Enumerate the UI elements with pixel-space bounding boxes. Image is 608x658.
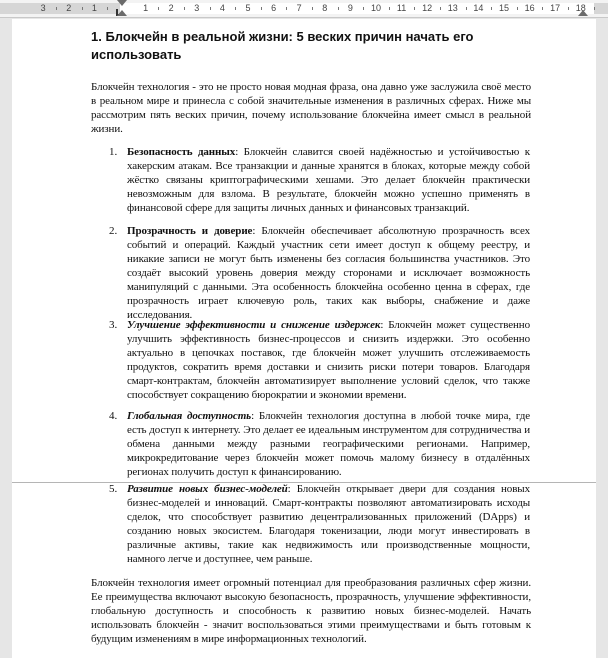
ruler-right-margin [594, 3, 608, 14]
list-number: 2. [109, 225, 118, 237]
ruler-number: 14 [473, 3, 484, 13]
first-line-indent-marker[interactable] [117, 0, 127, 6]
ruler-tick [414, 7, 415, 10]
list-item-term: Прозрачность и доверие [127, 225, 253, 237]
list-item-term: Развитие новых бизнес-моделей [127, 483, 288, 495]
ruler-number: 3 [40, 3, 46, 13]
right-indent-marker[interactable] [578, 10, 588, 16]
list-item-body: : Блокчейн славится своей надёжностью и устойчивостью к хакерским атакам. Все транзакции и данные хранятся в блоках, которые между собой жёстко связаны криптографическими хешами. Это делает блокчейн практически невозможным для взлома. В результате, блокчейн можно успешно применять в финансовой сфере для защиты личных данных и финансовых транзакций. [127, 146, 530, 214]
ruler-number: 11 [396, 3, 407, 13]
ruler-tick [158, 7, 159, 10]
horizontal-ruler[interactable] [0, 0, 608, 18]
ruler-number: 5 [245, 3, 251, 13]
ruler-track [120, 3, 594, 14]
ruler-number: 8 [322, 3, 328, 13]
list-item-text [127, 145, 530, 215]
ruler-tick [440, 7, 441, 10]
list-item-body: : Блокчейн открывает двери для создания новых бизнес-моделей и инноваций. Смарт-контракты позволяют автоматизировать исходы сделок, что способствует развитию децентрализованных приложений (DApps) и созданию новых экосистем. Благодаря токенизации, люди могут инвестировать в различные активы, такие как недвижимость или производственные мощности, намного легче и доступнее, чем раньше. [127, 483, 530, 565]
ruler-tick [517, 7, 518, 10]
ruler-tick [184, 7, 185, 10]
ruler-number: 4 [219, 3, 225, 13]
intro-paragraph[interactable]: Блокчейн технология - это не просто новая модная фраза, она давно уже заслужила своё место в реальном мире и принесла с собой значительные изменения в различных сферах. Ниже мы рассмотрим пять веских причин, почему использование блокчейна имеет смысл в реальной жизни. [91, 81, 531, 135]
list-item-body: : Блокчейн обеспечивает абсолютную прозрачность всех событий и операций. Каждый участник сети имеет доступ к общему реестру, и никакие записи не могут быть изменены без согласия большинства участников. Это создаёт высокий уровень доверия между сторонами и исключает возможность манипуляций с данными. Эта особенность блокчейна особенно ценна в сферах, где прозрачность играет ключевую роль, таких как выборы, снабжение и даже исследования. [127, 225, 530, 321]
ruler-number: 2 [168, 3, 174, 13]
ruler-tick [568, 7, 569, 10]
ruler-left-margin [0, 3, 120, 14]
ruler-tick [389, 7, 390, 10]
list-item-text [127, 409, 530, 479]
ruler-number: 12 [422, 3, 433, 13]
ruler-tick [312, 7, 313, 10]
conclusion-paragraph[interactable]: Блокчейн технология имеет огромный потенциал для преобразования различных сфер жизни. Ее преимущества включают высокую безопасность, прозрачность, улучшение эффективности, глобальную доступность и способность к развитию новых бизнес-моделей. Начать использовать блокчейн - значит воспользоваться этими преимуществами и быть готовым к будущим изменениям в мире информационных технологий. [91, 577, 531, 645]
ruler-number: 17 [550, 3, 561, 13]
ruler-tick [210, 7, 211, 10]
list-item-body: : Блокчейн может существенно улучшить эффективность бизнес-процессов и снизить издержки. Это особенно актуально в цепочках поставок, где блокчейн может улучшить отслеживаемость продуктов, сократить время доставки и снизить риски потери товаров. Благодаря смарт-контрактам, блокчейн автоматизирует выполнение условий сделок, что также способствует сокращению бюрократии и экономии времени. [127, 319, 530, 401]
ruler-tick [542, 7, 543, 10]
list-item-term: Глобальная доступность [127, 410, 252, 422]
document-heading[interactable]: 1. Блокчейн в реальной жизни: 5 веских причин начать его использовать [91, 29, 474, 62]
list-item-text [127, 482, 530, 566]
ruler-number: 10 [370, 3, 382, 13]
ruler-number: 3 [194, 3, 200, 13]
ruler-tick [107, 7, 108, 10]
ruler-tick [466, 7, 467, 10]
ruler-number: 6 [271, 3, 277, 13]
list-item-text [127, 318, 530, 402]
ruler-number: 15 [498, 3, 510, 13]
ruler-tick [594, 7, 595, 10]
ruler-tick [491, 7, 492, 10]
ruler-tick [261, 7, 262, 10]
ruler-number: 2 [66, 3, 72, 13]
list-item-text [127, 224, 530, 322]
ruler-tick [82, 7, 83, 10]
list-number: 1. [109, 146, 118, 158]
ruler-tick [286, 7, 287, 10]
list-number: 5. [109, 483, 118, 495]
ruler-tick [338, 7, 339, 10]
ruler-number: 7 [296, 3, 302, 13]
list-item-term: Безопасность данных [127, 146, 236, 158]
ruler-number: 13 [447, 3, 458, 13]
list-number: 3. [109, 319, 118, 331]
ruler-number: 18 [575, 3, 586, 13]
ruler-number: 1 [143, 3, 149, 13]
left-indent-marker[interactable] [117, 10, 127, 16]
ruler-number: 16 [524, 3, 535, 13]
list-item-body: : Блокчейн технология доступна в любой точке мира, где есть доступ к интернету. Это делает ее идеальным инструментом для сотрудничества и обмена данными между разными географическими регионами. Например, микрокредитование через блокчейн может помочь малому бизнесу в отдалённых регионах получить доступ к финансированию. [127, 410, 530, 478]
ruler-number: 1 [91, 3, 97, 13]
ruler-number: 9 [347, 3, 353, 13]
list-item-term: Улучшение эффективности и снижение издержек [127, 319, 381, 331]
ruler-tick [363, 7, 364, 10]
ruler-tick [56, 7, 57, 10]
ruler-tick [235, 7, 236, 10]
list-number: 4. [109, 410, 118, 422]
